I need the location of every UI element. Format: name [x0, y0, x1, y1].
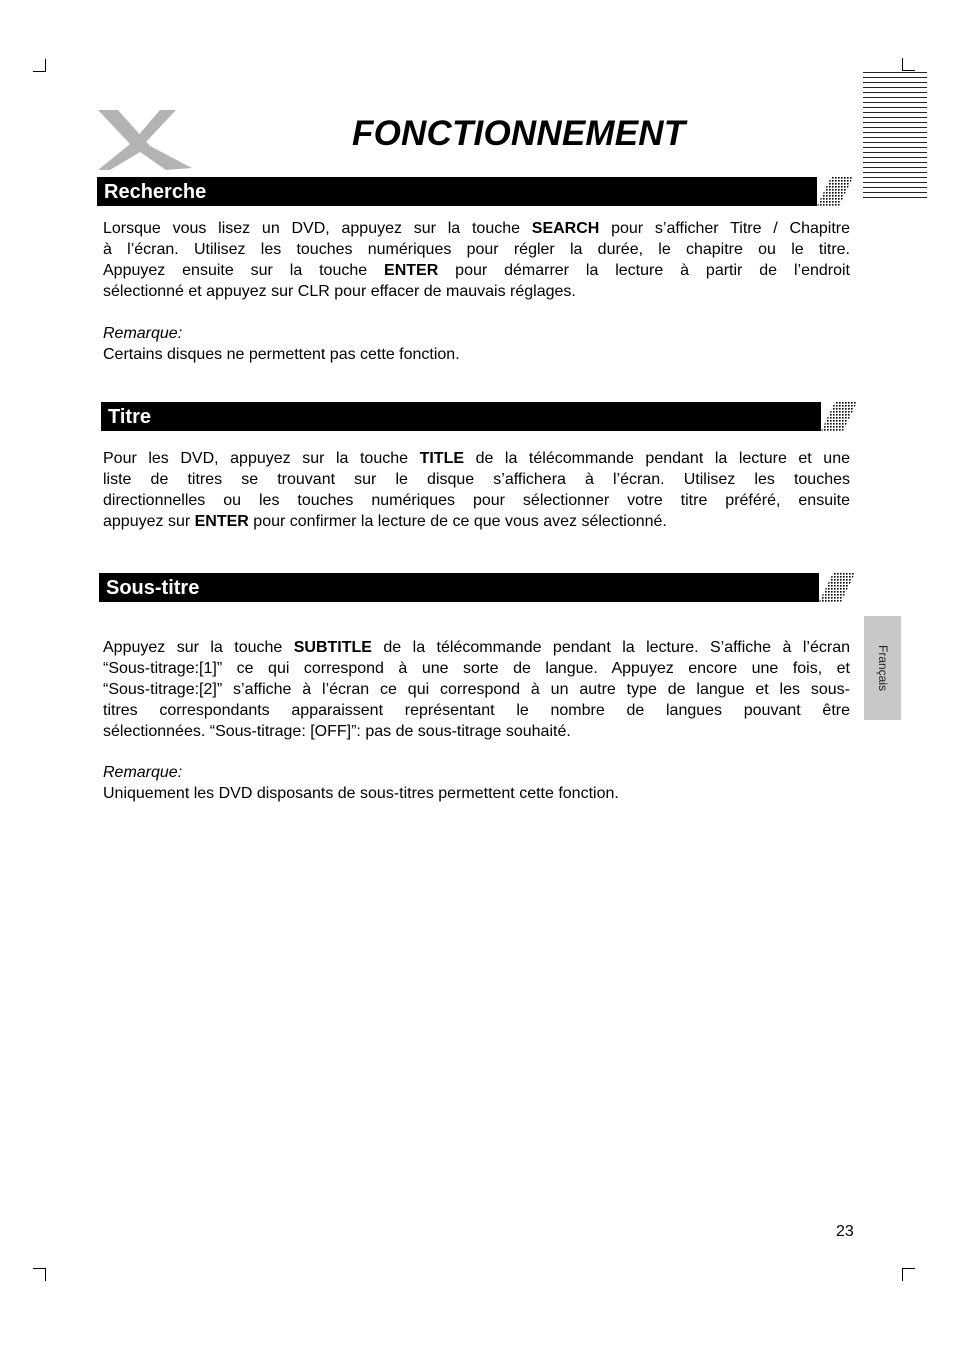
remark-label: Remarque: [103, 325, 183, 342]
text-line: Lorsque vous lisez un DVD, appuyez sur la touche SEARCH pour s’afficher Titre / Chapitre [103, 220, 850, 237]
brand-x-logo-icon [96, 108, 194, 172]
decorative-stripes [863, 72, 927, 199]
crop-mark-bottom-left [33, 1268, 46, 1281]
text-line: appuyez sur ENTER pour confirmer la lecture de ce que vous avez sélectionné. [103, 513, 667, 530]
remark-text: Certains disques ne permettent pas cette fonction. [103, 346, 460, 363]
section-heading-label: Sous-titre [106, 577, 200, 599]
remark-sous-titre [103, 762, 619, 804]
remark-label: Remarque: [103, 764, 183, 781]
paragraph-recherche [103, 218, 850, 302]
language-tab-label: Français [875, 644, 890, 692]
text-line: Pour les DVD, appuyez sur la touche TITLE de la télécommande pendant la lecture et une [103, 450, 850, 467]
text-line: à l’écran. Utilisez les touches numériques pour régler la durée, le chapitre ou le titre. [103, 241, 850, 258]
remark-recherche [103, 323, 460, 365]
text-line: sélectionnées. “Sous-titrage: [OFF]”: pas de sous-titrage souhaité. [103, 723, 571, 740]
paragraph-sous-titre [103, 637, 850, 742]
crop-mark-top-left [33, 59, 46, 72]
language-tab [864, 616, 901, 720]
text-line: “Sous-titrage:[2]” s’affiche à l’écran ce qui correspond à un autre type de langue et les sous- [103, 681, 850, 698]
section-heading-recherche [97, 177, 847, 206]
text-line: “Sous-titrage:[1]” ce qui correspond à une sorte de langue. Appuyez encore une fois, et [103, 660, 850, 677]
page-title: FONCTIONNEMENT [352, 114, 686, 153]
crop-mark-bottom-right [902, 1268, 915, 1281]
page-number: 23 [836, 1223, 854, 1240]
section-heading-sous-titre [99, 573, 849, 602]
text-line: Appuyez ensuite sur la touche ENTER pour démarrer la lecture à partir de l’endroit [103, 262, 850, 279]
dotted-pattern-icon [819, 573, 855, 602]
text-line: titres correspondants apparaissent représentant le nombre de langues pouvant être [103, 702, 850, 719]
dotted-pattern-icon [817, 177, 853, 206]
remark-text: Uniquement les DVD disposants de sous-titres permettent cette fonction. [103, 785, 619, 802]
section-heading-titre [101, 402, 851, 431]
paragraph-titre [103, 448, 850, 532]
text-line: directionnelles ou les touches numériques pour sélectionner votre titre préféré, ensuite [103, 492, 850, 509]
text-line: sélectionné et appuyez sur CLR pour effacer de mauvais réglages. [103, 283, 576, 300]
crop-mark-top-right [902, 58, 915, 71]
text-line: liste de titres se trouvant sur le disque s’affichera à l’écran. Utilisez les touches [103, 471, 850, 488]
section-heading-label: Titre [108, 406, 151, 428]
text-line: Appuyez sur la touche SUBTITLE de la télécommande pendant la lecture. S’affiche à l’écran [103, 639, 850, 656]
section-heading-label: Recherche [104, 181, 207, 203]
dotted-pattern-icon [821, 402, 857, 431]
